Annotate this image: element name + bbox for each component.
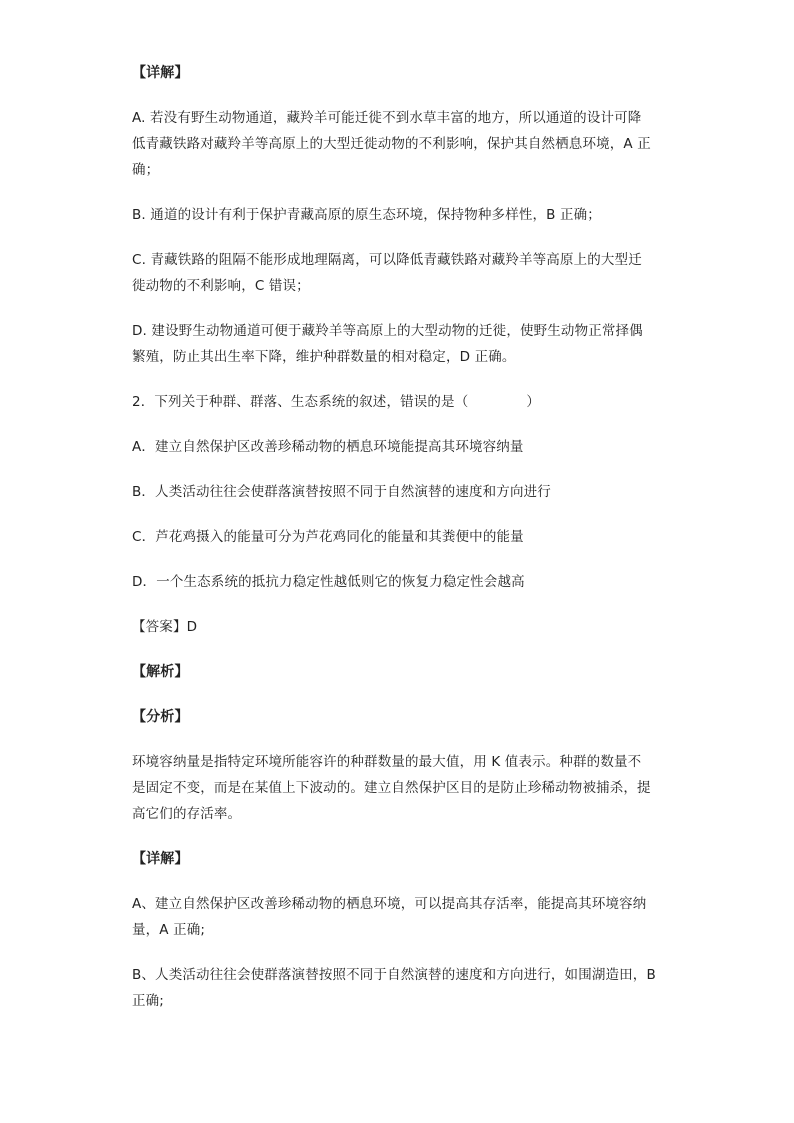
detail2-A <box>132 891 662 943</box>
section-heading-detail-2: 【详解】 <box>132 851 189 867</box>
question-stem-text: 2．下列关于种群、群落、生态系统的叙述，错误的是（ <box>132 394 469 410</box>
paragraph-line: 高它们的存活率。 <box>132 806 242 822</box>
paragraph-line: 繁殖，防止其出生率下降，维护种群数量的相对稳定，D 正确。 <box>132 349 516 365</box>
paragraph-line: B. 通道的设计有利于保护青藏高原的原生态环境，保持物种多样性，B 正确； <box>132 207 601 223</box>
paragraph-line: 正确; <box>132 993 164 1009</box>
paragraph-line: A. 若没有野生动物通道，藏羚羊可能迁徙不到水草丰富的地方，所以通道的设计可降 <box>132 110 642 126</box>
paragraph-line: 低青藏铁路对藏羚羊等高原上的大型迁徙动物的不利影响，保护其自然栖息环境，A 正 <box>132 136 651 152</box>
explanation-B <box>132 202 662 228</box>
explanation-C <box>132 247 662 299</box>
paragraph-line: 确； <box>132 162 160 178</box>
answer-line: 【答案】D <box>132 619 198 635</box>
detail2-B <box>132 962 662 1014</box>
section-heading-analysis: 【解析】 <box>132 664 189 680</box>
paragraph-line: 量，A 正确; <box>132 922 206 938</box>
explanation-D <box>132 318 662 370</box>
question-stem-close: ） <box>526 394 540 410</box>
section-heading-fenxi: 【分析】 <box>132 709 189 725</box>
option-A: A．建立自然保护区改善珍稀动物的栖息环境能提高其环境容纳量 <box>132 439 524 455</box>
paragraph-line: 是固定不变，而是在某值上下波动的。建立自然保护区目的是防止珍稀动物被捕杀，提 <box>132 780 651 796</box>
paragraph-line: A、建立自然保护区改善珍稀动物的栖息环境，可以提高其存活率，能提高其环境容纳 <box>132 896 647 912</box>
paragraph-line: D. 建设野生动物通道可便于藏羚羊等高原上的大型动物的迁徙，使野生动物正常择偶 <box>132 323 643 339</box>
option-C: C．芦花鸡摄入的能量可分为芦花鸡同化的能量和其粪便中的能量 <box>132 529 524 545</box>
section-heading-detail: 【详解】 <box>132 65 189 81</box>
paragraph-line: C. 青藏铁路的阻隔不能形成地理隔离，可以降低青藏铁路对藏羚羊等高原上的大型迁 <box>132 252 642 268</box>
explanation-A <box>132 105 662 183</box>
document-page <box>132 60 662 1014</box>
option-D: D．一个生态系统的抵抗力稳定性越低则它的恢复力稳定性会越高 <box>132 574 525 590</box>
fenxi-paragraph <box>132 749 662 827</box>
paragraph-line: 徙动物的不利影响，C 错误； <box>132 278 310 294</box>
question-2-stem <box>132 389 662 415</box>
paragraph-line: B、人类活动往往会使群落演替按照不同于自然演替的速度和方向进行，如围湖造田，B <box>132 967 656 983</box>
option-B: B．人类活动往往会使群落演替按照不同于自然演替的速度和方向进行 <box>132 484 551 500</box>
paragraph-line: 环境容纳量是指特定环境所能容许的种群数量的最大值，用 K 值表示。种群的数量不 <box>132 754 642 770</box>
